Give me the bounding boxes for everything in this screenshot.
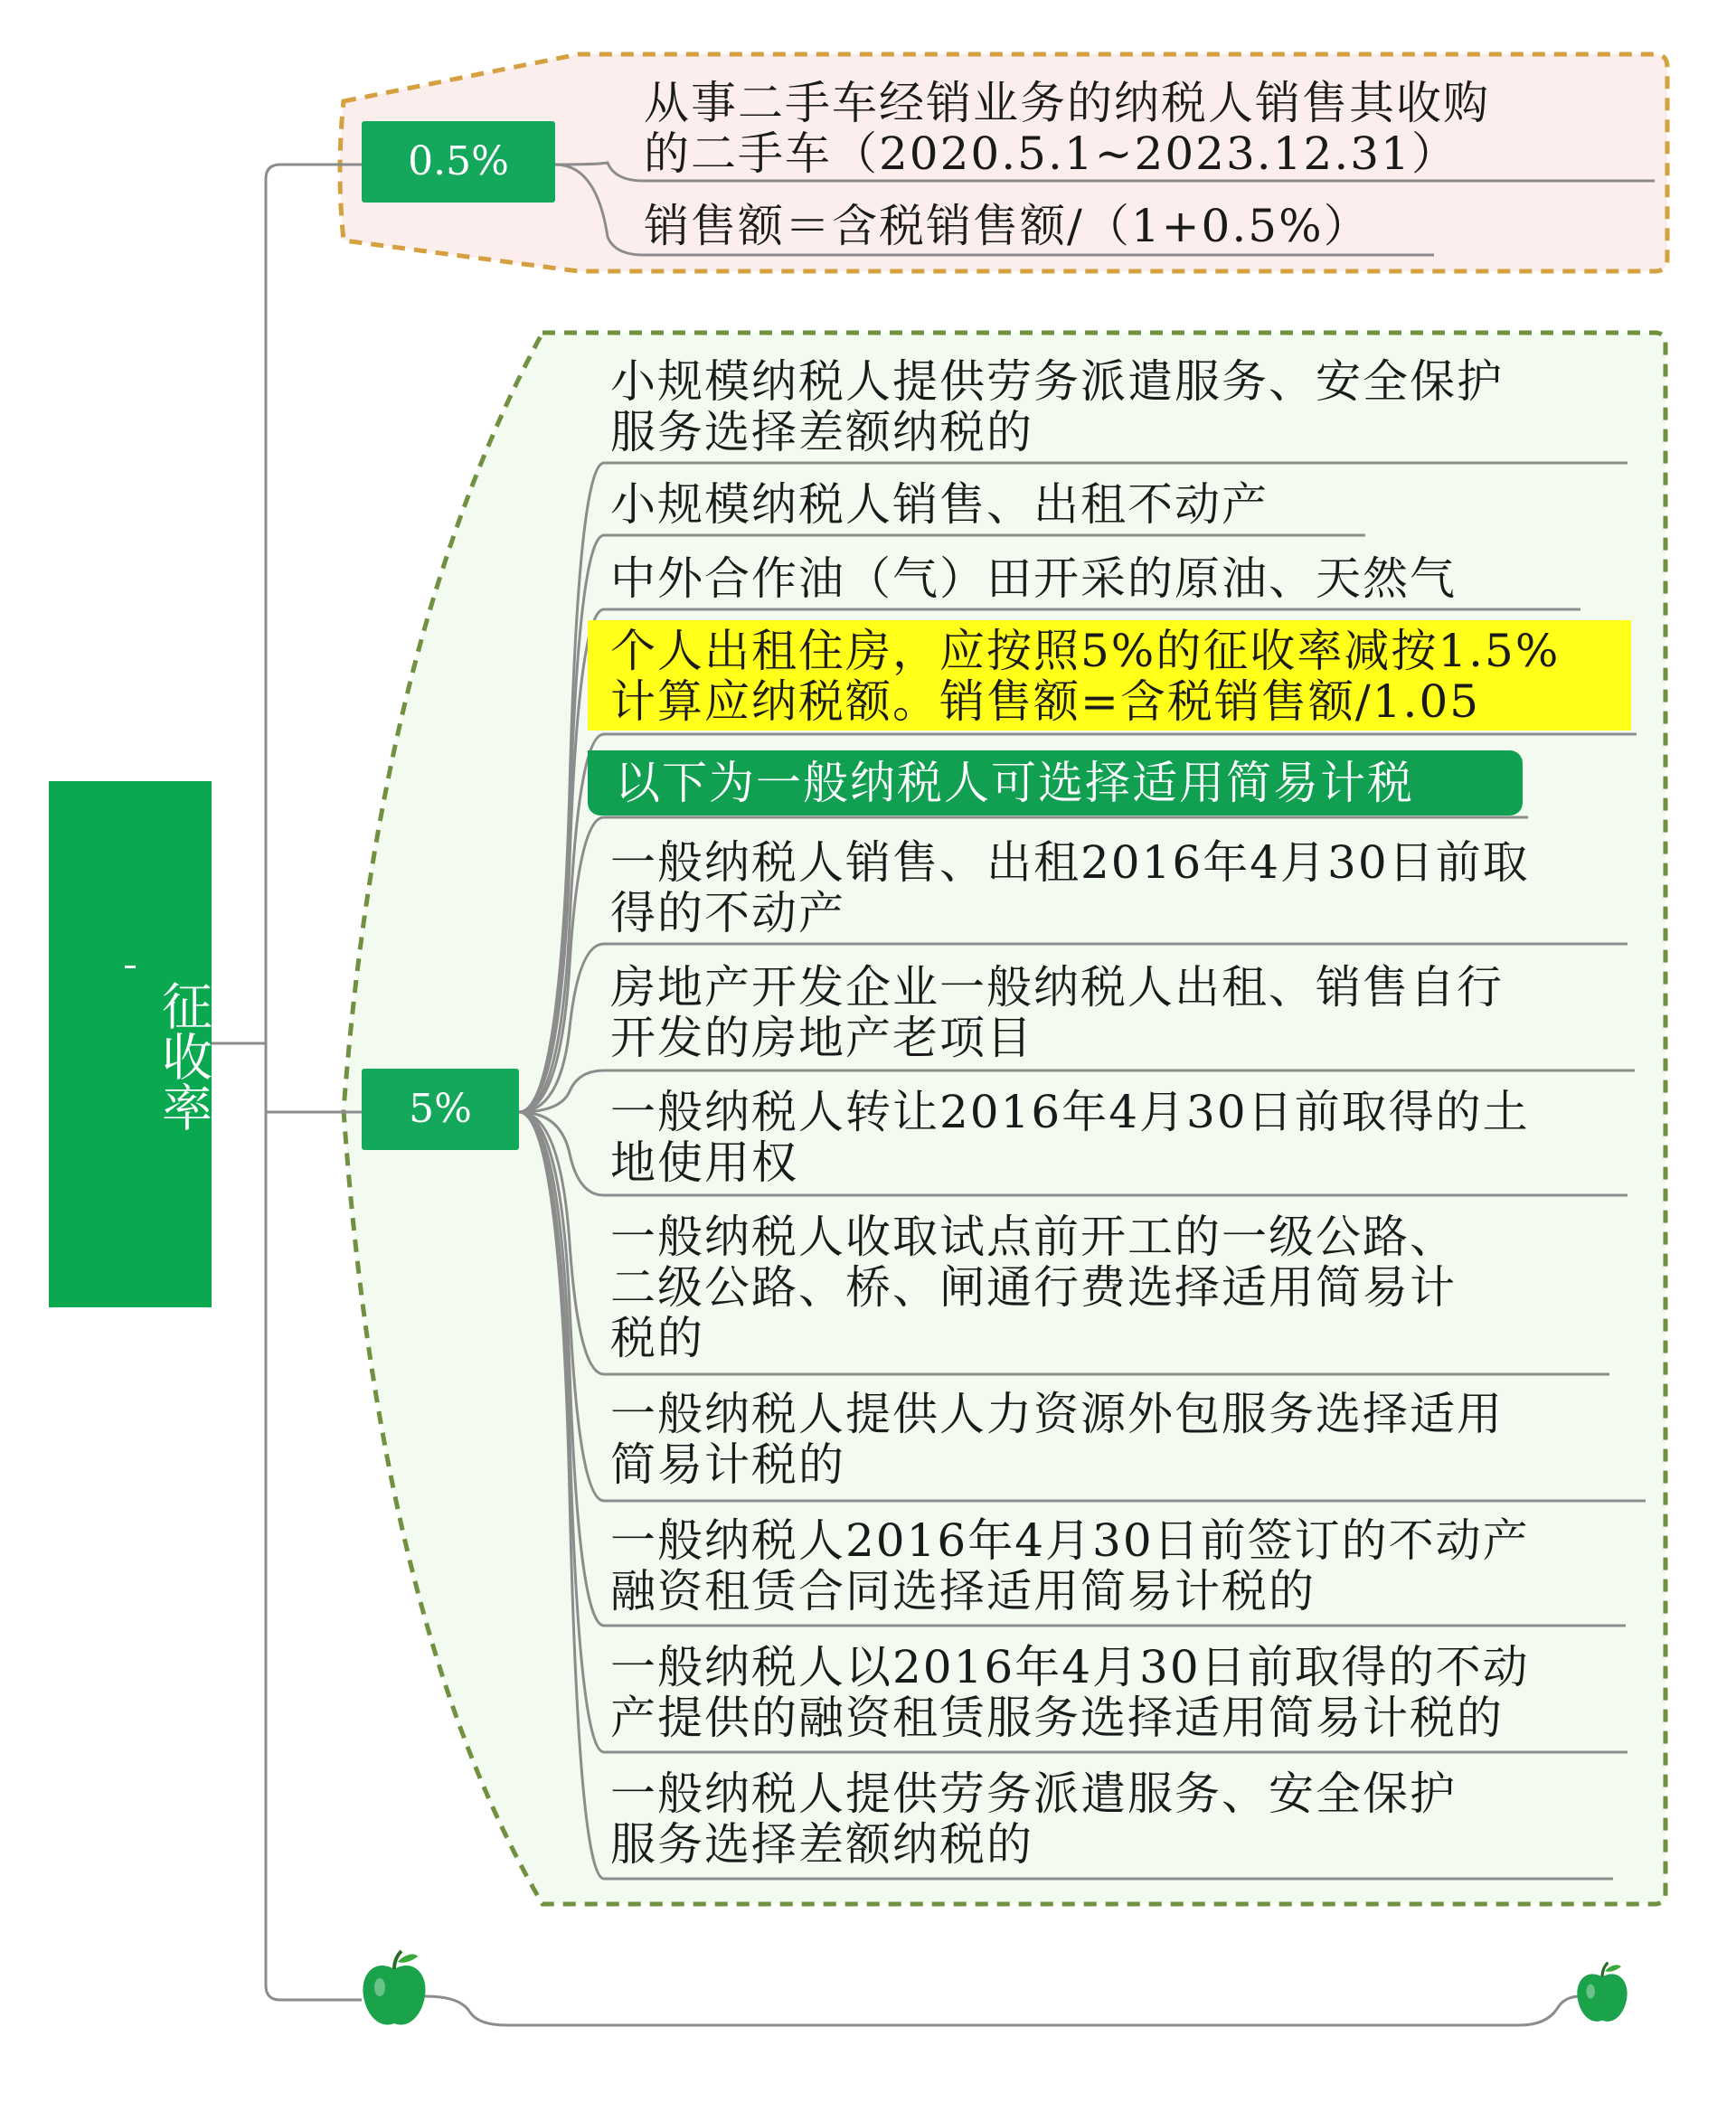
branch2-item10 xyxy=(610,1389,1504,1490)
root-node xyxy=(49,781,212,1307)
apple-icon xyxy=(358,1949,430,2031)
item-line: 开发的房地产老项目 xyxy=(610,1012,1033,1064)
item-line: 从事二手车经销业务的纳税人销售其收购 xyxy=(644,77,1490,129)
branch2-item7 xyxy=(610,962,1504,1063)
branch2-item13 xyxy=(610,1768,1457,1870)
item-line: 一般纳税人提供人力资源外包服务选择适用 xyxy=(610,1388,1504,1440)
rate-badge-5: 5% xyxy=(362,1069,519,1150)
branch2-item5 xyxy=(615,758,1414,808)
rate-badge-0-5: 0.5% xyxy=(362,121,555,203)
branch2-item3 xyxy=(610,553,1457,604)
item-line: 中外合作油（气）田开采的原油、天然气 xyxy=(610,552,1457,605)
branch2-item11 xyxy=(610,1515,1530,1617)
item-line: 房地产开发企业一般纳税人出租、销售自行 xyxy=(610,961,1504,1014)
item-line: 一般纳税人2016年4月30日前签订的不动产 xyxy=(610,1514,1530,1567)
item-line: 个人出租住房，应按照5%的征收率减按1.5% xyxy=(610,625,1561,677)
item-line: 服务选择差额纳税的 xyxy=(610,1818,1033,1871)
branch2-item1 xyxy=(610,356,1504,457)
item-line: 税的 xyxy=(610,1312,704,1364)
item-line: 得的不动产 xyxy=(610,887,845,939)
branch2-item2 xyxy=(610,479,1269,530)
apple-icon xyxy=(1573,1960,1631,2027)
item-line: 一般纳税人收取试点前开工的一级公路、 xyxy=(610,1211,1457,1263)
bottom-line xyxy=(425,1996,1580,2025)
item-line: 一般纳税人销售、出租2016年4月30日前取 xyxy=(610,836,1530,889)
item-line: 以下为一般纳税人可选择适用简易计税 xyxy=(615,757,1414,809)
item-line: 销售额＝含税销售额/（1+0.5%） xyxy=(644,200,1371,252)
item-line: 地使用权 xyxy=(610,1136,798,1189)
item-line: 小规模纳税人提供劳务派遣服务、安全保护 xyxy=(610,355,1504,408)
item-line: 融资租赁合同选择适用简易计税的 xyxy=(610,1565,1316,1617)
item-line: 计算应纳税额。销售额=含税销售额/1.05 xyxy=(610,675,1481,728)
item-line: 服务选择差额纳税的 xyxy=(610,406,1033,458)
item-line: 一般纳税人提供劳务派遣服务、安全保护 xyxy=(610,1768,1457,1820)
item-line: 一般纳税人以2016年4月30日前取得的不动 xyxy=(610,1641,1530,1693)
branch2-item12 xyxy=(610,1642,1530,1743)
branch2-item8 xyxy=(610,1087,1530,1188)
branch1-item1 xyxy=(644,78,1490,179)
item-line: 产提供的融资租赁服务选择适用简易计税的 xyxy=(610,1692,1504,1744)
item-line: 小规模纳税人销售、出租不动产 xyxy=(610,478,1269,531)
item-line: 一般纳税人转让2016年4月30日前取得的土 xyxy=(610,1086,1530,1138)
branch2-item9 xyxy=(610,1212,1457,1363)
branch1-item2 xyxy=(644,201,1371,251)
item-line: 的二手车（2020.5.1~2023.12.31） xyxy=(644,127,1458,180)
branch2-item6 xyxy=(610,837,1530,938)
item-line: 简易计税的 xyxy=(610,1438,845,1491)
item-line: 二级公路、桥、闸通行费选择适用简易计 xyxy=(610,1261,1457,1314)
root-mark xyxy=(125,966,136,968)
root-label: 征收率 xyxy=(154,980,212,1132)
branch2-item4 xyxy=(610,626,1560,727)
